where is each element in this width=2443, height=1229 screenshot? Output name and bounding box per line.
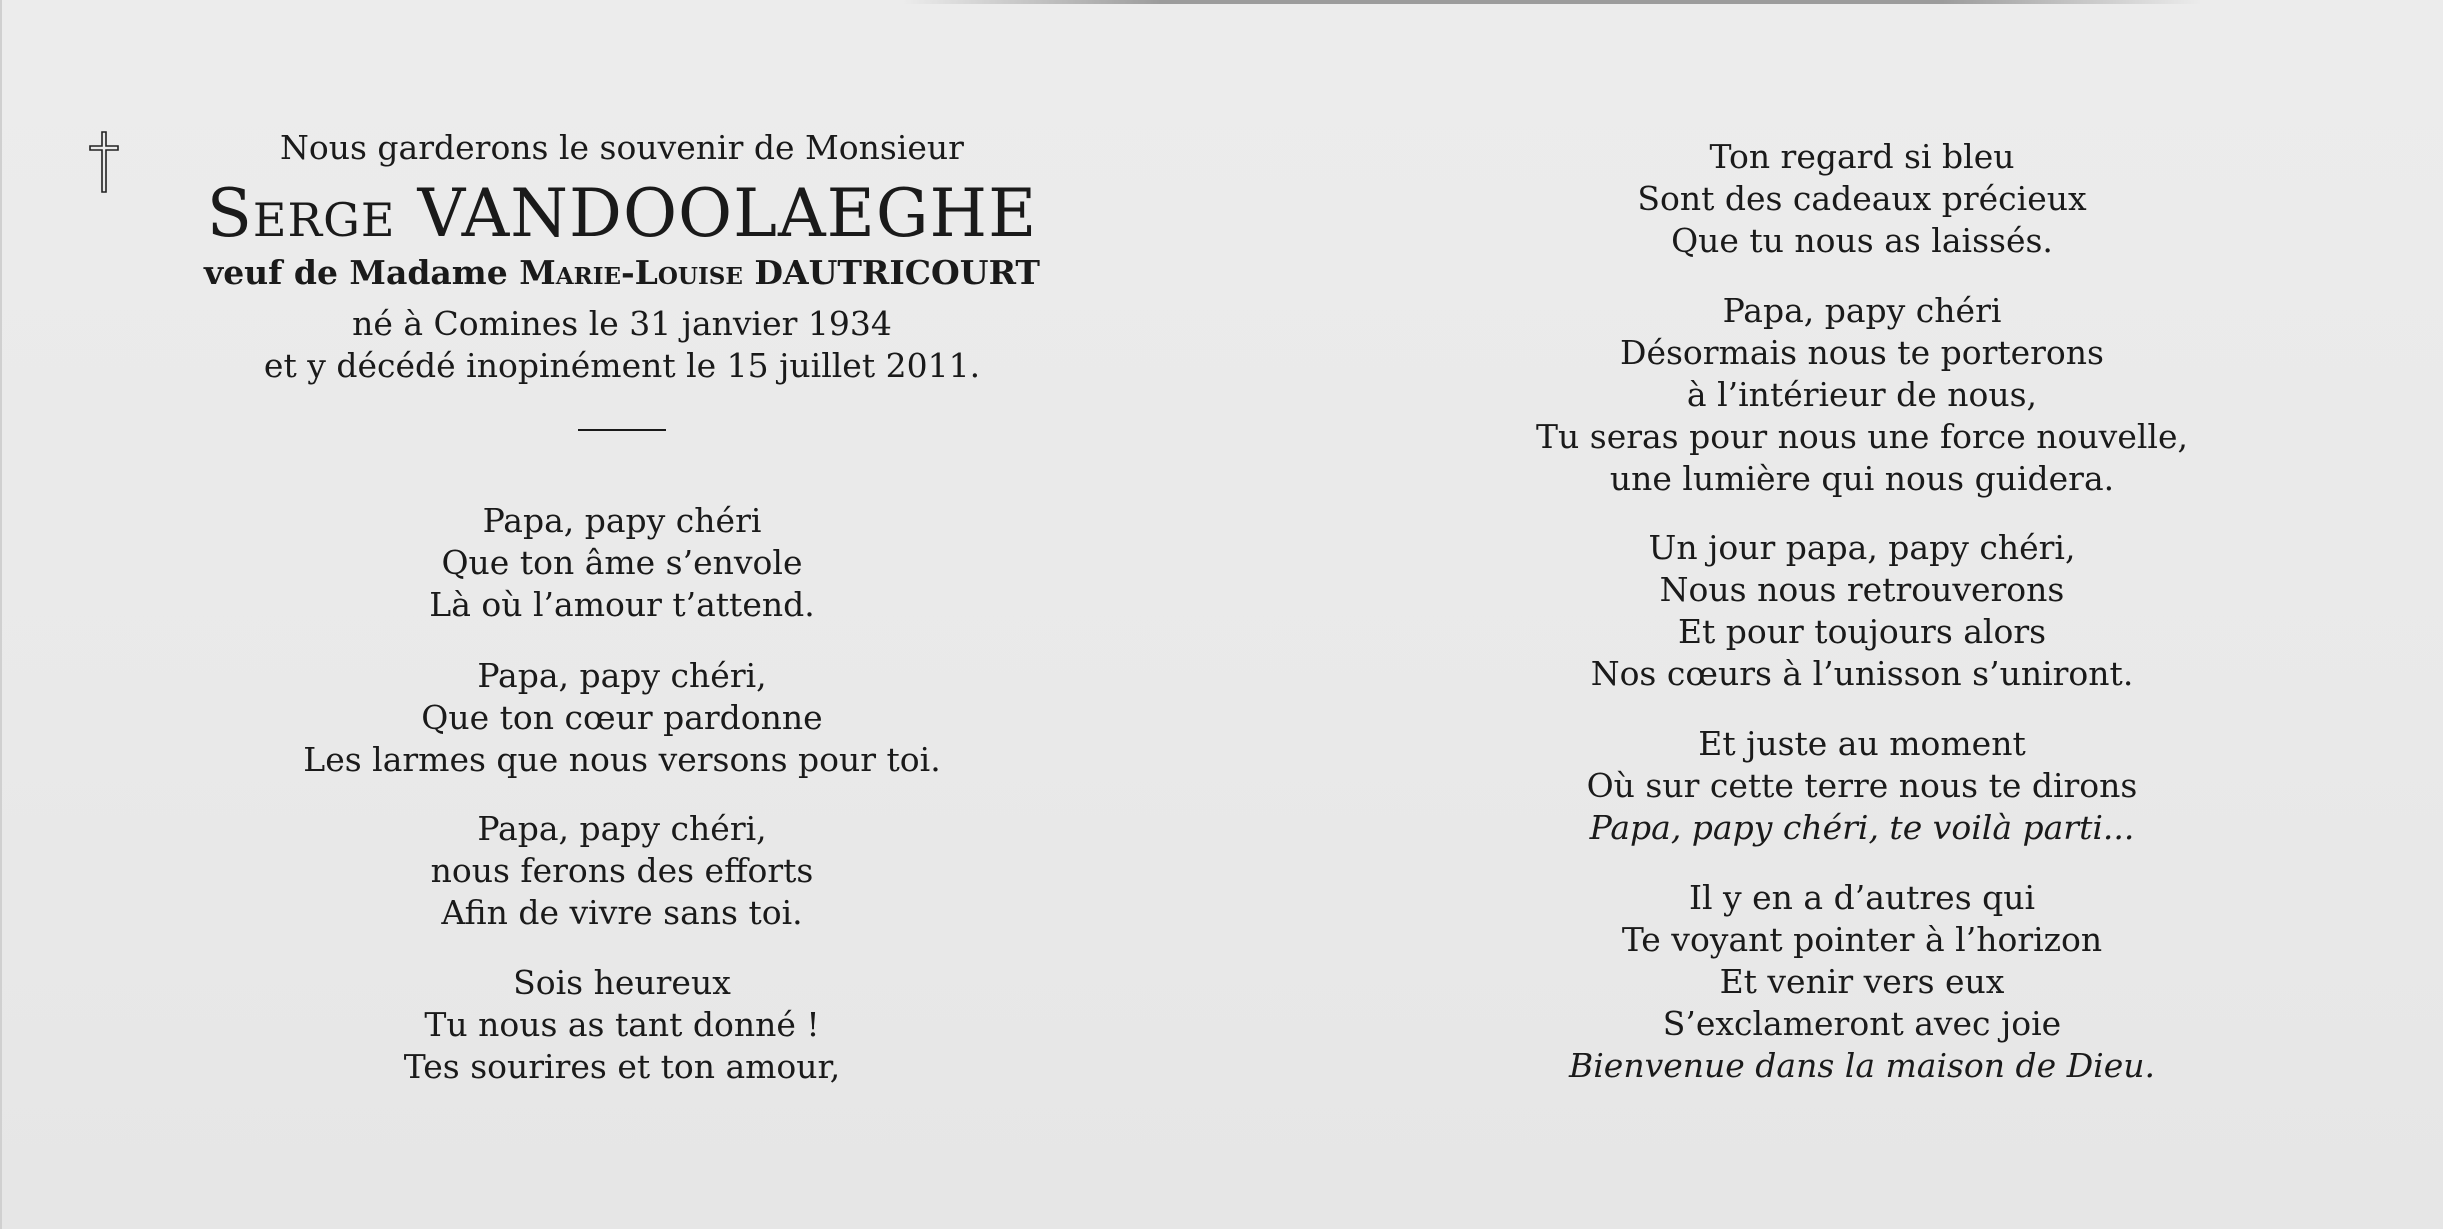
verse-line: Tu nous as tant donné ! (424, 1005, 820, 1044)
verse-line: Tes sourires et ton amour, (403, 1047, 841, 1086)
verse-line: Et pour toujours alors (1677, 612, 2047, 651)
right-stanza-2 (1372, 290, 2352, 500)
verse-line: Nos cœurs à l’unisson s’uniront. (1590, 654, 2134, 693)
verse-line: S’exclameront avec joie (1662, 1004, 2062, 1043)
verse-line: Les larmes que nous versons pour toi. (303, 740, 941, 779)
verse-line: une lumière qui nous guidera. (1609, 459, 2115, 498)
verse-line: Désormais nous te porterons (1620, 333, 2104, 372)
last-name: VANDOOLAEGHE (417, 175, 1038, 252)
verse-line: Sois heureux (513, 963, 731, 1002)
verse-line: Nous nous retrouverons (1659, 570, 2065, 609)
verse-line: Où sur cette terre nous te dirons (1586, 766, 2138, 805)
verse-line: Que ton âme s’envole (441, 543, 803, 582)
verse-line: Que tu nous as laissés. (1671, 221, 2053, 260)
verse-line: nous ferons des efforts (430, 851, 814, 890)
verse-line: à l’intérieur de nous, (1686, 375, 2038, 414)
paper-edge-shadow (902, 0, 2202, 4)
left-stanza-3 (132, 808, 1112, 934)
left-stanza-1 (132, 500, 1112, 626)
verse-line: Papa, papy chéri, (477, 809, 767, 848)
spouse-last-name: DAUTRICOURT (754, 253, 1040, 292)
first-name: Serge (206, 175, 396, 252)
intro-line: Nous garderons le souvenir de Monsieur (280, 128, 964, 167)
died-line: et y décédé inopinément le 15 juillet 2011. (263, 346, 981, 385)
verse-line: Un jour papa, papy chéri, (1648, 528, 2076, 567)
verse-line: Que ton cœur pardonne (421, 698, 823, 737)
born-line: né à Comines le 31 janvier 1934 (352, 304, 892, 343)
right-stanza-1 (1372, 136, 2352, 262)
left-stanza-4 (132, 962, 1112, 1088)
right-stanza-4 (1372, 723, 2352, 849)
verse-line: Là où l’amour t’attend. (429, 585, 815, 624)
verse-line: Papa, papy chéri, (477, 656, 767, 695)
verse-line: Te voyant pointer à l’horizon (1621, 920, 2103, 959)
verse-line: Sont des cadeaux précieux (1637, 179, 2087, 218)
verse-line: Papa, papy chéri (482, 501, 762, 540)
verse-line: Papa, papy chéri (1722, 291, 2002, 330)
verse-line: Afin de vivre sans toi. (441, 893, 803, 932)
spouse-first-name: Marie-Louise (519, 253, 743, 292)
divider-rule (578, 429, 666, 431)
verse-line-italic: Papa, papy chéri, te voilà parti... (1589, 808, 2135, 847)
verse-line: Et venir vers eux (1719, 962, 2005, 1001)
cross-icon (84, 130, 124, 194)
verse-line: Et juste au moment (1698, 724, 2026, 763)
right-stanza-3 (1372, 527, 2352, 695)
life-dates (132, 303, 1112, 387)
verse-line-italic: Bienvenue dans la maison de Dieu. (1569, 1046, 2155, 1085)
deceased-name (132, 174, 1112, 254)
verse-line: Il y en a d’autres qui (1688, 878, 2036, 917)
widow-prefix: veuf de Madame (204, 253, 508, 292)
verse-line: Tu seras pour nous une force nouvelle, (1536, 417, 2188, 456)
verse-line: Ton regard si bleu (1709, 137, 2015, 176)
widow-line (132, 251, 1112, 295)
right-stanza-5 (1372, 877, 2352, 1087)
left-stanza-2 (132, 655, 1112, 781)
